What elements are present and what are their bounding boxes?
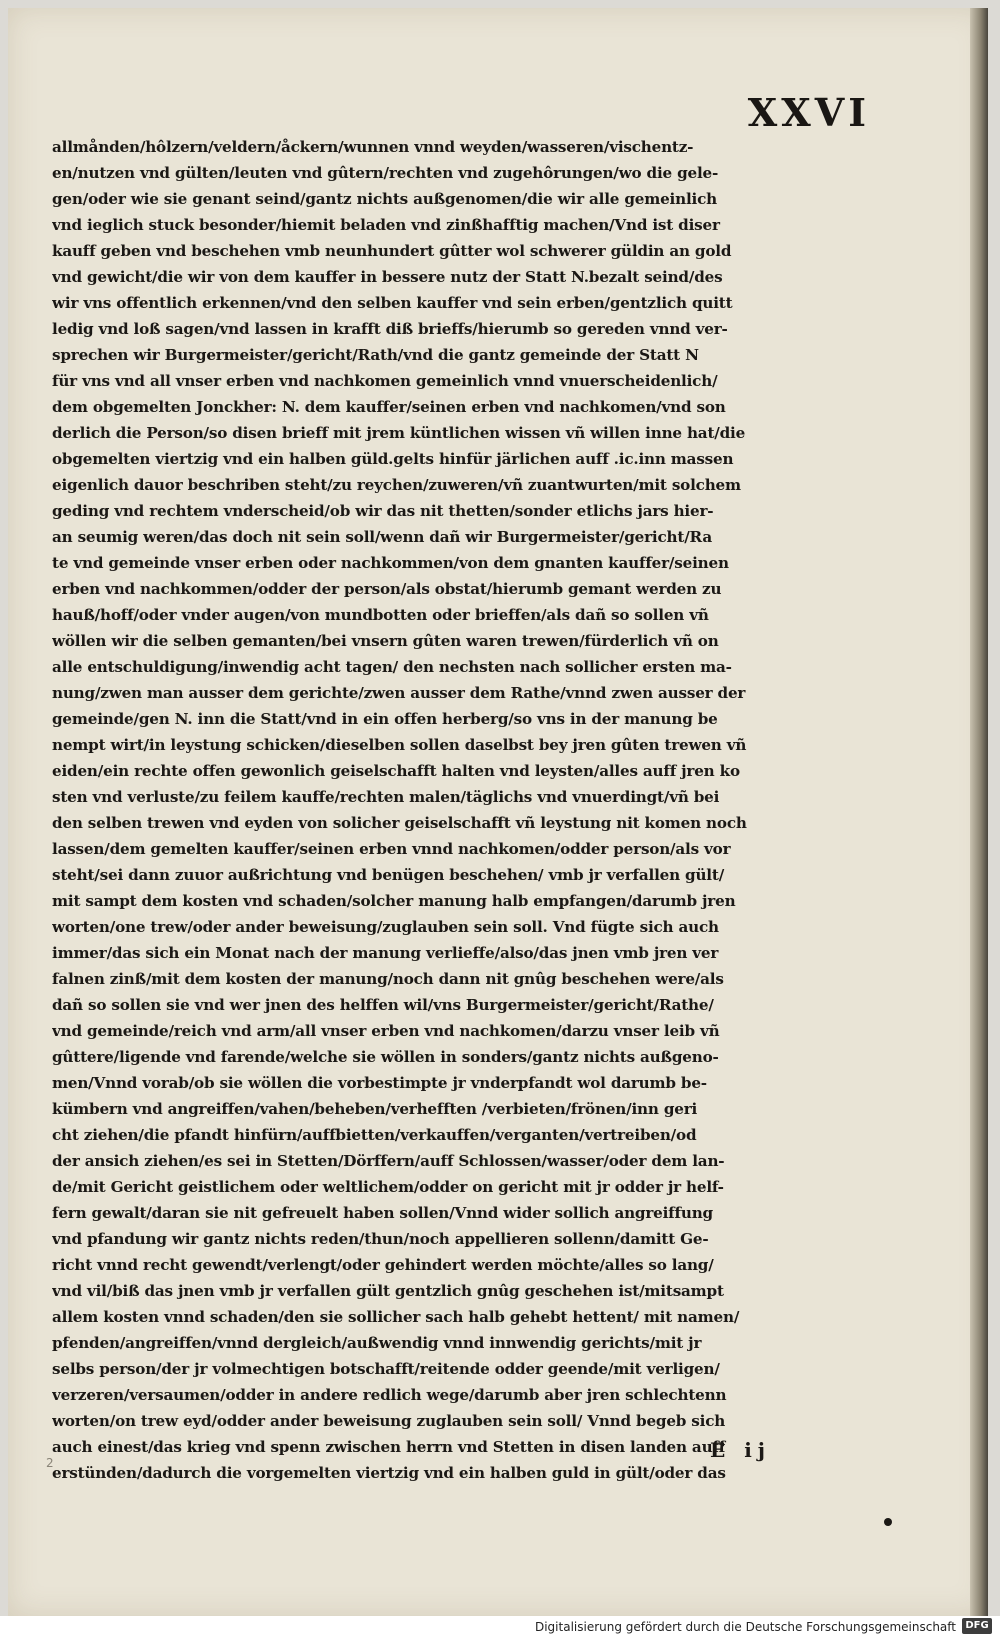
text-line: an seumig weren/das doch nit sein soll/wenn dañ wir Burgermeister/gericht/Ra (52, 528, 712, 546)
text-line: für vns vnd all vnser erben vnd nachkomen gemeinlich vnnd vnuerscheidenlich/ (52, 372, 718, 390)
text-line: selbs person/der jr volmechtigen botschafft/reitende odder geende/mit verligen/ (52, 1360, 720, 1378)
text-line: de/mit Gericht geistlichem oder weltlichem/odder on gericht mit jr odder jr helf- (52, 1178, 724, 1196)
text-line: gûttere/ligende vnd farende/welche sie wöllen in sonders/gantz nichts außgeno- (52, 1048, 719, 1066)
text-line: mit sampt dem kosten vnd schaden/solcher manung halb empfangen/darumb jren (52, 892, 736, 910)
signature-mark: E ij (710, 1438, 772, 1462)
text-line: allmånden/hôlzern/veldern/åckern/wunnen vnnd weyden/wasseren/vischentz- (52, 138, 694, 156)
page-edge (970, 8, 988, 1616)
text-line: te vnd gemeinde vnser erben oder nachkommen/von dem gnanten kauffer/seinen (52, 554, 729, 572)
text-line: worten/one trew/oder ander beweisung/zuglauben sein soll. Vnd fügte sich auch (52, 918, 719, 936)
text-line: wir vns offentlich erkennen/vnd den selben kauffer vnd sein erben/gentzlich quitt (52, 294, 733, 312)
text-line: kümbern vnd angreiffen/vahen/beheben/verhefften /verbieten/frönen/inn geri (52, 1100, 698, 1118)
text-line: sprechen wir Burgermeister/gericht/Rath/vnd die gantz gemeinde der Statt N (52, 346, 699, 364)
text-line: allem kosten vnnd schaden/den sie sollicher sach halb gehebt hettent/ mit namen/ (52, 1308, 740, 1326)
text-line: ledig vnd loß sagen/vnd lassen in krafft diß brieffs/hierumb so gereden vnnd ver- (52, 320, 728, 338)
text-line: verzeren/versaumen/odder in andere redlich wege/darumb aber jren schlechtenn (52, 1386, 727, 1404)
text-line: vnd gemeinde/reich vnd arm/all vnser erben vnd nachkomen/darzu vnser leib vñ (52, 1022, 720, 1040)
text-line: alle entschuldigung/inwendig acht tagen/ den nechsten nach sollicher ersten ma- (52, 658, 732, 676)
text-line: falnen zinß/mit dem kosten der manung/noch dann nit gnûg beschehen were/als (52, 970, 724, 988)
ink-dot (884, 1518, 892, 1526)
dfg-logo: DFG (962, 1618, 992, 1634)
text-line: vnd vil/biß das jnen vmb jr verfallen gült gentzlich gnûg geschehen ist/mitsampt (52, 1282, 724, 1300)
text-line: pfenden/angreiffen/vnnd dergleich/außwendig vnnd innwendig gerichts/mit jr (52, 1334, 702, 1352)
text-line: vnd ieglich stuck besonder/hiemit beladen vnd zinßhafftig machen/Vnd ist diser (52, 216, 720, 234)
text-line: cht ziehen/die pfandt hinfürn/auffbietten/verkauffen/verganten/vertreiben/od (52, 1126, 697, 1144)
text-line: lassen/dem gemelten kauffer/seinen erben vnnd nachkomen/odder person/als vor (52, 840, 731, 858)
text-line: dañ so sollen sie vnd wer jnen des helffen wil/vns Burgermeister/gericht/Rathe/ (52, 996, 714, 1014)
text-line: erben vnd nachkommen/odder der person/als obstat/hierumb gemant werden zu (52, 580, 722, 598)
margin-mark: 2 (46, 1456, 54, 1470)
text-line: worten/on trew eyd/odder ander beweisung zuglauben sein soll/ Vnnd begeb sich (52, 1412, 726, 1430)
text-line: wöllen wir die selben gemanten/bei vnsern gûten waren trewen/fürderlich vñ on (52, 632, 719, 650)
text-line: geding vnd rechtem vnderscheid/ob wir das nit thetten/sonder etlichs jars hier- (52, 502, 714, 520)
text-line: eigenlich dauor beschriben steht/zu reychen/zuweren/vñ zuantwurten/mit solchem (52, 476, 741, 494)
text-line: den selben trewen vnd eyden von solicher geiselschafft vñ leystung nit komen noch (52, 814, 747, 832)
text-line: obgemelten viertzig vnd ein halben güld.gelts hinfür järlichen auff .ic.inn massen (52, 450, 734, 468)
text-line: derlich die Person/so disen brieff mit jrem küntlichen wissen vñ willen inne hat/die (52, 424, 746, 442)
text-line: auch einest/das krieg vnd spenn zwischen herrn vnd Stetten in disen landen auff (52, 1438, 726, 1456)
text-line: richt vnnd recht gewendt/verlengt/oder gehindert werden möchte/alles so lang/ (52, 1256, 714, 1274)
text-line: vnd pfandung wir gantz nichts reden/thun/noch appellieren sollenn/damitt Ge- (52, 1230, 709, 1248)
text-line: en/nutzen vnd gülten/leuten vnd gûtern/rechten vnd zugehôrungen/wo die gele- (52, 164, 719, 182)
text-line: hauß/hoff/oder vnder augen/von mundbotten oder brieffen/als dañ so sollen vñ (52, 606, 709, 624)
text-line: gemeinde/gen N. inn die Statt/vnd in ein offen herberg/so vns in der manung be (52, 710, 718, 728)
text-line: sten vnd verluste/zu feilem kauffe/rechten malen/täglichs vnd vnuerdingt/vñ bei (52, 788, 720, 806)
text-line: erstünden/dadurch die vorgemelten viertzig vnd ein halben guld in gült/oder das (52, 1464, 726, 1482)
text-line: dem obgemelten Jonckher: N. dem kauffer/seinen erben vnd nachkomen/vnd son (52, 398, 726, 416)
text-line: kauff geben vnd beschehen vmb neunhundert gûtter wol schwerer güldin an gold (52, 242, 732, 260)
folio-number: XXVI (747, 90, 870, 135)
text-line: der ansich ziehen/es sei in Stetten/Dörffern/auff Schlossen/wasser/oder dem lan- (52, 1152, 725, 1170)
funding-credit: Digitalisierung gefördert durch die Deutsche Forschungsgemeinschaft (534, 1620, 956, 1634)
text-line: vnd gewicht/die wir von dem kauffer in bessere nutz der Statt N.bezalt seind/des (52, 268, 723, 286)
text-line: fern gewalt/daran sie nit gefreuelt haben sollen/Vnnd wider sollich angreiffung (52, 1204, 713, 1222)
text-block (52, 134, 836, 1486)
text-line: steht/sei dann zuuor außrichtung vnd benügen beschehen/ vmb jr verfallen gült/ (52, 866, 725, 884)
text-line: nung/zwen man ausser dem gerichte/zwen ausser dem Rathe/vnnd zwen ausser der (52, 684, 746, 702)
book-page (8, 8, 988, 1616)
text-line: eiden/ein rechte offen gewonlich geiselschafft halten vnd leysten/alles auff jren ko (52, 762, 740, 780)
text-line: nempt wirt/in leystung schicken/dieselben sollen daselbst bey jren gûten trewen vñ (52, 736, 747, 754)
text-line: men/Vnnd vorab/ob sie wöllen die vorbestimpte jr vnderpfandt wol darumb be- (52, 1074, 707, 1092)
text-line: gen/oder wie sie genant seind/gantz nichts außgenomen/die wir alle gemeinlich (52, 190, 717, 208)
footer-bar (0, 1616, 1000, 1638)
text-line: immer/das sich ein Monat nach der manung verlieffe/also/das jnen vmb jren ver (52, 944, 719, 962)
